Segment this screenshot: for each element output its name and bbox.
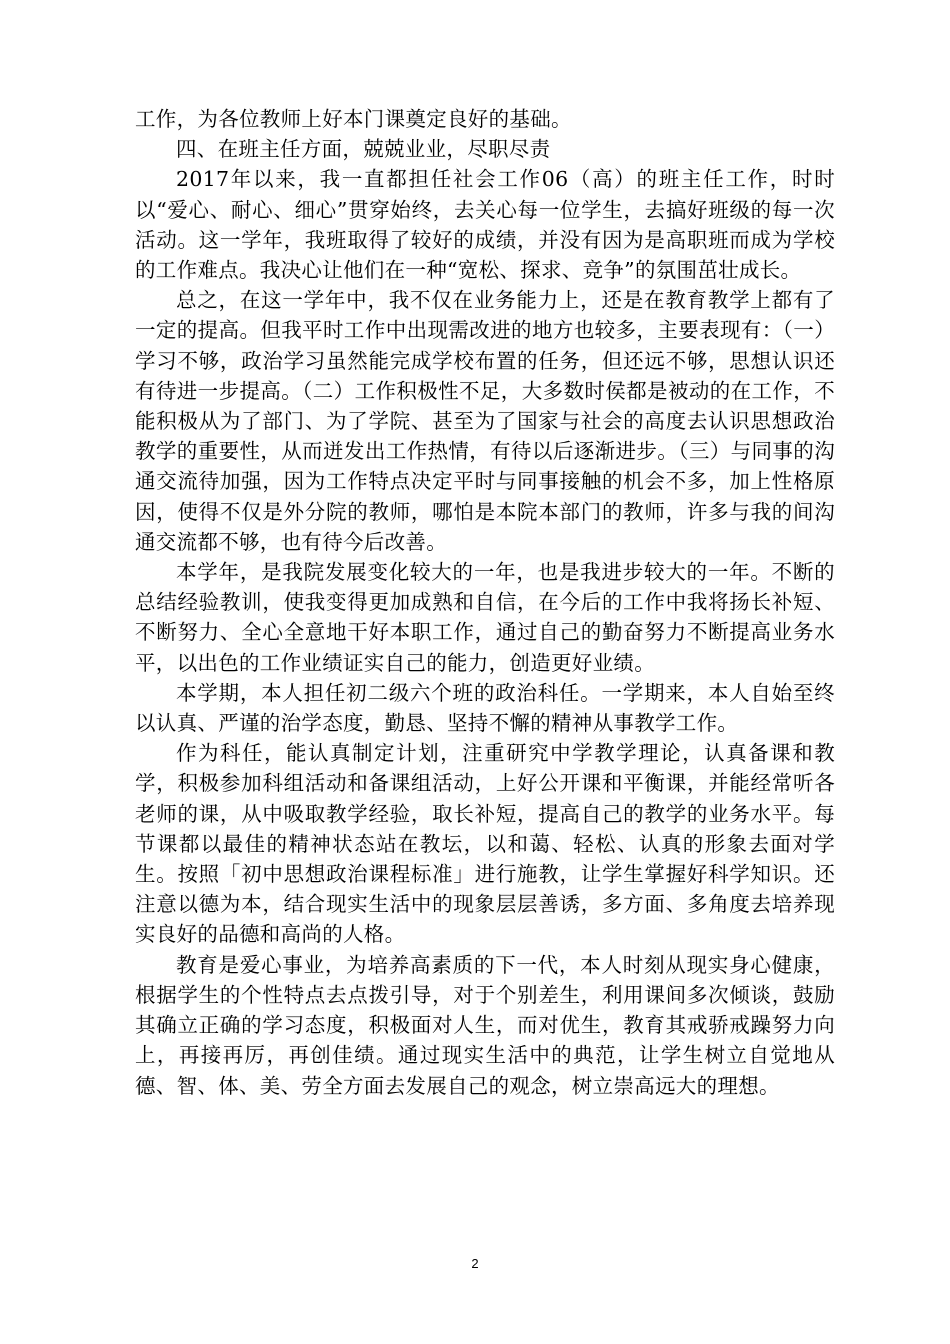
paragraph: 工作，为各位教师上好本门课奠定良好的基础。 bbox=[135, 107, 572, 131]
paragraph: 总之，在这一学年中，我不仅在业务能力上，还是在教育教学上都有了一定的提高。但我平时工作中出现需改进的地方也较多，主要表现有：（一）学习不够，政治学习虽然能完成学校布置的任务，但还远不够，思想认识还有待进一步提高。（二）工作积极性不足，大多数时侯都是被动的在工作，不能积极从为了部门、为了学院、甚至为了国家与社会的高度去认识思想政治教学的重要性，从而迸发出工作热情，有待以后逐渐进步。（三）与同事的沟通交流待加强，因为工作特点决定平时与同事接触的机会不多，加上性格原因，使得不仅是外分院的教师，哪怕是本院本部门的教师，许多与我的间沟通交流都不够，也有待今后改善。 bbox=[135, 288, 835, 554]
paragraph: 教育是爱心事业，为培养高素质的下一代，本人时刻从现实身心健康，根据学生的个性特点去点拨引导，对于个别差生，利用课间多次倾谈，鼓励其确立正确的学习态度，积极面对人生，而对优生，教育其戒骄戒躁努力向上，再接再厉，再创佳绩。通过现实生活中的典范，让学生树立自觉地从德、智、体、美、劳全方面去发展自己的观念，树立崇高远大的理想。 bbox=[135, 952, 835, 1098]
document-body bbox=[135, 104, 835, 1101]
paragraph: 本学年，是我院发展变化较大的一年，也是我进步较大的一年。不断的总结经验教训，使我变得更加成熟和自信，在今后的工作中我将扬长补短、不断努力、全心全意地干好本职工作，通过自己的勤奋努力不断提高业务水平，以出色的工作业绩证实自己的能力，创造更好业绩。 bbox=[135, 560, 835, 675]
paragraph: 作为科任，能认真制定计划，注重研究中学教学理论，认真备课和教学，积极参加科组活动和备课组活动，上好公开课和平衡课，并能经常听各老师的课，从中吸取教学经验，取长补短，提高自己的教学的业务水平。每节课都以最佳的精神状态站在教坛，以和蔼、轻松、认真的形象去面对学生。按照「初中思想政治课程标准」进行施教，让学生掌握好科学知识。还注意以德为本，结合现实生活中的现象层层善诱，多方面、多角度去培养现实良好的品德和高尚的人格。 bbox=[135, 741, 835, 947]
paragraph: 2017年以来，我一直都担任社会工作06（高）的班主任工作，时时以“爱心、耐心、细心”贯穿始终，去关心每一位学生，去搞好班级的每一次活动。这一学年，我班取得了较好的成绩，并没有因为是高职班而成为学校的工作难点。我决心让他们在一种“宽松、探求、竞争”的氛围茁壮成长。 bbox=[135, 167, 835, 283]
paragraph: 本学期，本人担任初二级六个班的政治科任。一学期来，本人自始至终以认真、严谨的治学态度，勤恳、坚持不懈的精神从事教学工作。 bbox=[135, 680, 835, 736]
section-heading: 四、在班主任方面，兢兢业业，尽职尽责 bbox=[176, 137, 551, 162]
page-number: 2 bbox=[471, 1256, 479, 1271]
